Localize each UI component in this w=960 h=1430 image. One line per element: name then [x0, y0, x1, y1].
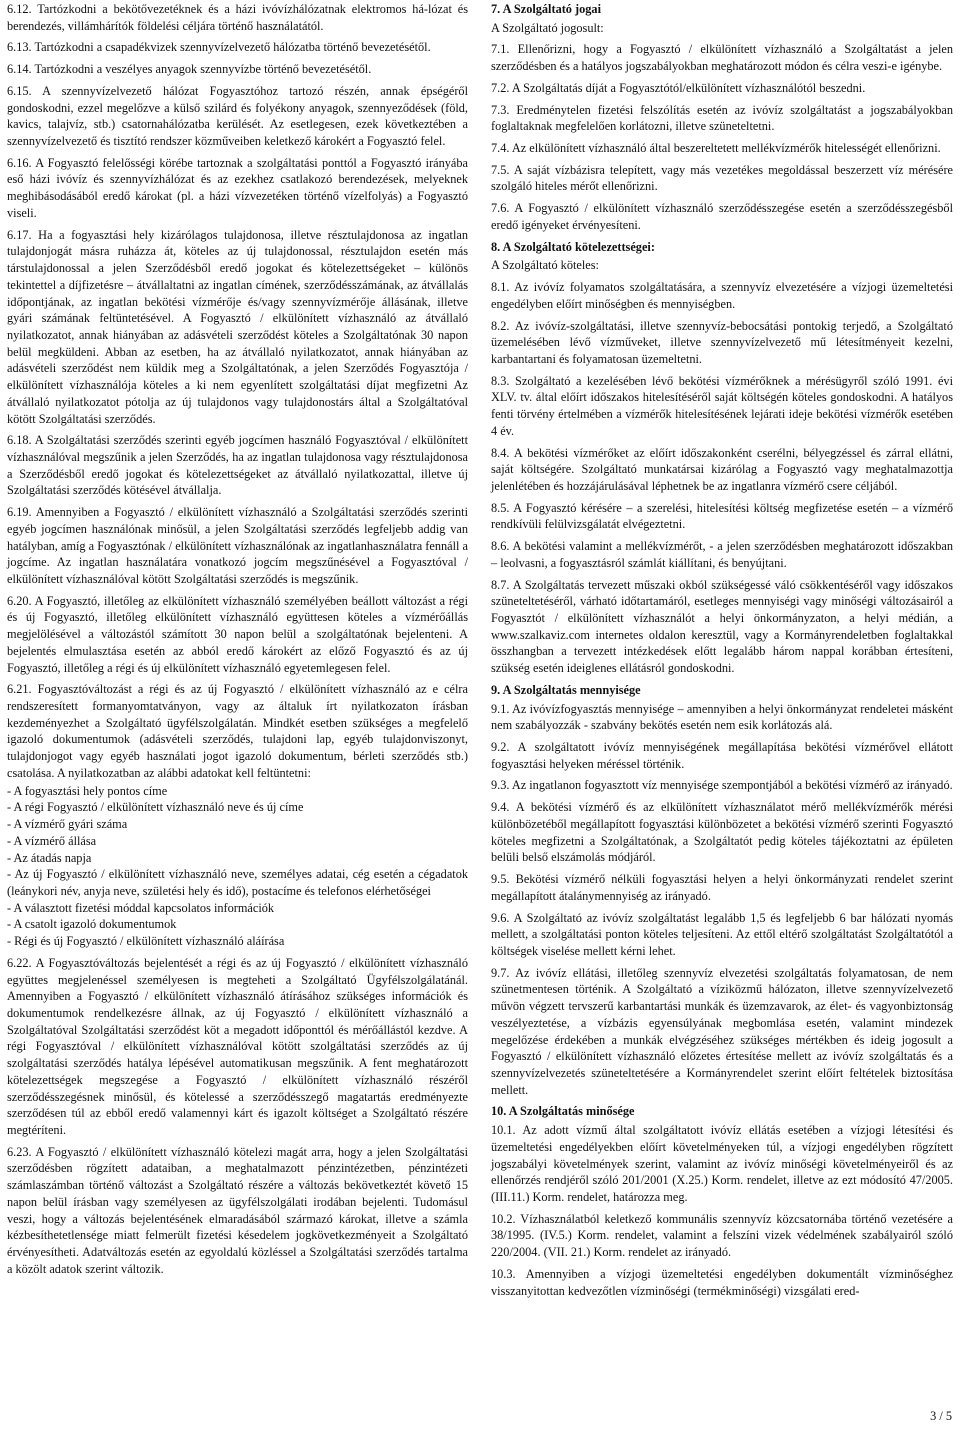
paragraph-10-1: 10.1. Az adott vízmű által szolgáltatott ivóvíz ellátás esetében a vízjogi létesítési és üzemeltetési engedélyekben előírt követelményeken túl, a vízjogi engedélyben rögzített jogszabályi követelmények szerint, valamint az ivóvíz minőségi követelményeiről és az ellenőrzés rendjéről szóló 201/2001 (X.25.) Korm. rendelet, illetve az ezt módosító 47/2005.(III.11.) Korm. rendelet, határozza meg. [491, 1123, 953, 1204]
paragraph-9-4: 9.4. A bekötési vízmérő és az elkülönített vízhasználatot mérő mellékvízmérők mérési különbözetéből megállapított fogyasztási különbözetet a bekötési vízmérő szerinti Fogyasztó köteles megfizetni a Szolgáltatónak, a Szolgáltatót pedig köteles tájékoztatni az épületen belüli belső elszámolás módjáról. [491, 800, 953, 865]
paragraph-9-1: 9.1. Az ivóvízfogyasztás mennyisége – amennyiben a helyi önkormányzat rendeletei másként nem szabályozzák - szabvány bekötés esetén nem esik korlátozás alá. [491, 701, 953, 733]
list-item: - A vízmérő gyári száma [7, 817, 128, 832]
section-title-10: 10. A Szolgáltatás minősége [491, 1104, 635, 1119]
paragraph-8-5: 8.5. A Fogyasztó kérésére – a szerelési, hitelesítési költség megfizetése esetén – a vízmérő rendkívüli felülvizsgálatát elvégeztetni. [491, 500, 953, 532]
paragraph-8-7: 8.7. A Szolgáltatás tervezett műszaki okból szükségessé váló csökkentéséről vagy időszakos szüneteltetéséről, várható időtartamáról, esetleges mennyiségi vagy minőségi változásairól a Fogyasztót / elkülönített vízhasználót a helyi önkormányzaton, a helyi médián, a www.szalkaviz.com internetes oldalon keresztül, vagy a Kormányrendeletben foglaltakkal összhangban a tervezett intézkedések előtt legalább három nappal korábban értesíteni, szükség esetén ideiglenes ellátásról gondoskodni. [491, 577, 953, 676]
list-item: - A régi Fogyasztó / elkülönített vízhasználó neve és új címe [7, 800, 304, 815]
paragraph-7-3: 7.3. Eredménytelen fizetési felszólítás esetén az ivóvíz szolgáltatást a jogszabályokban foglaltaknak megfelelően korlátozni, illetve szüneteltetni. [491, 102, 953, 134]
list-item: - A választott fizetési móddal kapcsolatos információk [7, 900, 275, 915]
section-intro-7: A Szolgáltató jogosult: [491, 20, 604, 35]
section-intro-8: A Szolgáltató köteles: [491, 258, 599, 273]
paragraph-6-21: 6.21. Fogyasztóváltozást a régi és az új Fogyasztó / elkülönített vízhasználó az e célra rendszeresített formanyomtatványon, vagy az általuk írt nyilatkozaton írásban kezdeményezhet a Szolgáltató ügyfélszolgálatán. Mindkét esetben szükséges a megfelelő igazoló dokumentumok (adásvételi szerződés, tulajdoni lap, egyéb tulajdonviszonyt, tulajdonjogot vagy egyéb használati jogot igazoló dokumentum, bérleti szerződés stb.) csatolása. A nyilatkozatban az alábbi adatokat kell feltüntetni: [7, 682, 468, 780]
left-column [7, 1, 468, 1282]
paragraph-8-4: 8.4. A bekötési vízmérőket az előírt időszakonként cserélni, bélyegzéssel és zárral ellátni, saját költségére. Szolgáltató munkatársai kizárólag a Fogyasztó vagy meghatalmazottja jelenlétében és hozzájárulásával léphetnek be az ingatlanra vízmérő csere céljából. [491, 445, 953, 493]
paragraph-9-5: 9.5. Bekötési vízmérő nélküli fogyasztási helyen a helyi önkormányzati rendelet szerint megállapított átalánymennyiség az irányadó. [491, 872, 953, 903]
paragraph-7-2: 7.2. A Szolgáltatás díját a Fogyasztótól/elkülönített vízhasználótól beszedni. [491, 80, 866, 95]
paragraph-6-17: 6.17. Ha a fogyasztási hely kizárólagos tulajdonosa, illetve résztulajdonosa az ingatlan tulajdonjogát másra ruházza át, köteles az új tulajdonossal, résztulajdon esetén más társtulajdonossal a jelen Szerződésből eredő jogokat és kötelezettségeket – különös tekintettel a díjfizetésre – átvállaltatni az ingatlan címének, szerződésszámának, az átvállalás időpontjának, az ingatlan bekötési vízmérője és/vagy szennyvízmérője állásának, illetve gyári számának feltüntetésével. A Fogyasztó / elkülönített vízhasználó az átvállaló nyilatkozatot, annak hiányában az adásvételi szerződést köteles a Szolgáltatónak 30 napon belül megküldeni. Abban az esetben, ha az átvállaló nyilatkozatot, annak hiányában az adásvételi szerződést nem küldik meg a Szolgáltatónak, a jelen Szerződés Fogyasztója / elkülönített vízhasználója köteles a ki nem egyenlített szolgáltatási díjat megfizetni Az átvállaló nyilatkozatot pótolja az új tulajdonos vagy tulajdonostárs által a Szolgáltatóval kötött Szolgáltatási szerződés. [7, 227, 468, 426]
paragraph-10-2: 10.2. Vízhasználatból keletkező kommunális szennyvíz közcsatornába történő vezetésére a 38/1995. (IV.5.) Korm. rendelet, valamint a felszíni vizek védelmének szabályairól szóló 220/2004. (VII. 21.) Korm. rendelet az irányadó. [491, 1211, 953, 1260]
required-data-list [7, 783, 468, 950]
paragraph-7-1: 7.1. Ellenőrizni, hogy a Fogyasztó / elkülönített vízhasználó a Szolgáltatást a jelen szerződésben és a hatályos jogszabályokban meghatározott módon és célra veszi-e igénybe. [491, 42, 953, 74]
paragraph-9-7: 9.7. Az ivóvíz ellátási, illetőleg szennyvíz elvezetési szolgáltatás folyamatosan, de nem szünetmentesen történik. A Szolgáltató a víziközmű hálózaton, illetve szennyvízelvezető művön végzett tervszerű karbantartási munkák és üzemzavarok, az élet- és vagyonbiztonság veszélyeztetése, a vízbázis egyensúlyának megbomlása esetén, valamint mindezek megelőzése érdekében a munkák elvégzéséhez szükséges mértékben és ideig jogosult a Fogyasztó / elkülönített vízhasználó előzetes értesítése mellett az ivóvíz szolgáltatás és a szennyvízelvezetés szüneteltetésére a Kormányrendelet szerint előírt feltételek biztosítása mellett. [491, 965, 953, 1097]
paragraph-6-23: 6.23. A Fogyasztó / elkülönített vízhasználó kötelezi magát arra, hogy a jelen Szolgáltatási szerződésben rögzített adataiban, a meghatalmazott pénzintézetben, pénzintézeti számlaszámban történő változást a Szolgáltató részére a változás bekövetkeztét követő 15 napon belül írásban vagy személyesen az ügyfélszolgálati irodában bejelenti. Tudomásul veszi, hogy a változás bejelentésének elmaradásából származó károkat, illetve a számla kézbesíthetetlensége miatt felmerült fizetési késedelem jogkövetkezményeit a Szolgáltató érvényesítheti. Adatváltozás esetén az egyoldalú közléssel a Szolgáltatási szerződés tartalma a közölt adatok szerint változik. [7, 1144, 468, 1276]
list-item: - A csatolt igazoló dokumentumok [7, 917, 177, 932]
paragraph-8-6: 8.6. A bekötési valamint a mellékvízmérőt, - a jelen szerződésben meghatározott időszakban – leolvasni, a fogyasztásról számlát kiállítani, és benyújtani. [491, 539, 953, 570]
paragraph-6-12: 6.12. Tartózkodni a bekötővezetéknek és a házi ivóvízhálózatnak elektromos há-lózat és berendezés, villámhárítók földelési céljára történő használatától. [7, 2, 468, 33]
paragraph-7-6: 7.6. A Fogyasztó / elkülönített vízhasználó szerződésszegése esetén a szerződésszegésből eredő igényeket érvényesíteni. [491, 201, 953, 232]
right-column [491, 1, 953, 1304]
list-item: - A fogyasztási hely pontos címe [7, 783, 168, 798]
section-title-8: 8. A Szolgáltató kötelezettségei: [491, 239, 655, 254]
paragraph-9-2: 9.2. A szolgáltatott ivóvíz mennyiségének megállapítása bekötési vízmérővel ellátott fogyasztási helyeken méréssel történik. [491, 740, 953, 771]
paragraph-7-5: 7.5. A saját vízbázisra telepített, vagy más vezetékes megoldással beszerzett víz mérésére szolgáló hiteles mérőt ellenőrizni. [491, 162, 953, 194]
list-item: - A vízmérő állása [7, 833, 97, 848]
paragraph-9-6: 9.6. A Szolgáltató az ivóvíz szolgáltatást legalább 1,5 és legfeljebb 6 bar hálózati nyomás mellett, a szolgáltatási ponton köteles teljesíteni. Az ettől eltérő szolgáltatást Szolgáltatótól a költségek viselése mellett kérni lehet. [491, 910, 953, 958]
list-item: - Az új Fogyasztó / elkülönített vízhasználó neve, személyes adatai, cég esetén a cégadatok (leánykori név, anyja neve, születési hely és idő), postacíme és telefonos elérhetőségei [7, 867, 468, 898]
paragraph-6-22: 6.22. A Fogyasztóváltozás bejelentését a régi és az új Fogyasztó / elkülönített vízhasználó együttes megjelenéssel személyesen is megteheti a Szolgáltató Ügyfélszolgálatánál. Amennyiben a Fogyasztó / elkülönített vízhasználó átírásához szükséges információk és dokumentumok rendelkezésre állnak, az új Fogyasztó / elkülönített vízhasználó a Szolgáltatóval Szolgáltatási szerződést köt a megadott időponttól és mérőállástól kezdve. A régi Fogyasztóval / elkülönített vízhasználóval kötött szolgáltatási szerződés az új szolgáltatási szerződés hatálya lépésével automatikusan megszűnik. A fent meghatározott kötelezettségek megszegése a Fogyasztó / elkülönített vízhasználó részéről szerződésszegésnek minősül, és kötelessé a szerződésszegő magatartás eredményezte szerződésen túl az ebből eredő valamennyi kárt és igazolt költséget a Szolgáltató részére megtéríteni. [7, 955, 468, 1137]
section-title-7: 7. A Szolgáltató jogai [491, 2, 601, 16]
paragraph-8-1: 8.1. Az ivóvíz folyamatos szolgáltatására, a szennyvíz elvezetésére a vízjogi üzemeltetési engedélyben előírt minőségben és mennyiségben. [491, 280, 953, 311]
paragraph-6-16: 6.16. A Fogyasztó felelősségi körébe tartoznak a szolgáltatási ponttól a Fogyasztó irányába eső házi ivóvíz és szennyvízhálózat és az ezekhez csatlakozó berendezések, melyeknek meghibásodásából eredő károkat (pl. a házi vízvezetéken történő vízelfolyás) a Fogyasztó viseli. [7, 155, 468, 220]
paragraph-6-15: 6.15. A szennyvízelvezető hálózat Fogyasztóhoz tartozó részén, annak épségéről gondoskodni, ezzel megelőzve a külső szilárd és folyékony anyagok, szennyeződések (föld, kavics, talajvíz, stb.) csatornahálózatba kerülését. Az esetlegesen, ezek következtében a szennyvízelvezető és tisztító rendszer közműveiben keletkező károkért a Fogyasztó felel. [7, 83, 468, 149]
paragraph-7-4: 7.4. Az elkülönített vízhasználó által beszereltetett mellékvízmérők hitelességét ellenőrizni. [491, 141, 941, 156]
list-item: - Régi és új Fogyasztó / elkülönített vízhasználó aláírása [7, 934, 285, 949]
paragraph-6-18: 6.18. A Szolgáltatási szerződés szerinti egyéb jogcímen használó Fogyasztóval / elkülönített vízhasználóval megszűnik a jelen Szerződés, ha az ingatlan tulajdonosa vagy résztulajdonosa a Szerződésből eredő jogokat és kötelezettségeket az átvállaló nyilatkozattal, illetve új Szolgáltatási szerződés kötésével átvállalja. [7, 433, 468, 498]
list-item: - Az átadás napja [7, 850, 92, 865]
paragraph-8-2: 8.2. Az ivóvíz-szolgáltatási, illetve szennyvíz-bebocsátási pontokig terjedő, a Szolgáltató üzemelésében lévő vízműveket, illetve szennyvízelvezető mű létesítményeit kezelni, karbantartani és folyamatosan üzemeltetni. [491, 318, 953, 366]
paragraph-10-3: 10.3. Amennyiben a vízjogi üzemeltetési engedélyben dokumentált vízminőséghez visszanyitottan kedvezőtlen vízminőségi (termékminőségi) vizsgálati ered- [491, 1266, 953, 1298]
paragraph-6-19: 6.19. Amennyiben a Fogyasztó / elkülönített vízhasználó a Szolgáltatási szerződés szerinti egyéb jogcímen használónak minősül, a jelen Szolgáltatási szerződés legfeljebb addig van hatályban, amíg a Fogyasztónak / elkülönített vízhasználónak az ingatlanhasználatra fennáll a jogcíme. Az ingatlan használatára vonatkozó jogcím megszűnésével a Fogyasztóval / elkülönített vízhasználóval kötött Szolgáltatási szerződés is megszűnik. [7, 505, 468, 586]
paragraph-6-20: 6.20. A Fogyasztó, illetőleg az elkülönített vízhasználó személyében beállott változást a régi és új Fogyasztó, illetőleg elkülönített vízhasználó együttesen köteles a vízmérőállás megjelölésével a változástól számított 30 napon belül a szolgáltatónak bejelenteni. A bejelentés elmulasztása esetén az abból eredő károkért az előző Fogyasztó és az új Fogyasztó, illetőleg a régi és új elkülönített vízhasználó egyetemlegesen felel. [7, 593, 468, 675]
section-title-9: 9. A Szolgáltatás mennyisége [491, 682, 641, 697]
paragraph-6-13: 6.13. Tartózkodni a csapadékvizek szennyvízelvezető hálózatba történő bevezetésétől. [7, 40, 431, 55]
paragraph-6-14: 6.14. Tartózkodni a veszélyes anyagok szennyvízbe történő bevezetésétől. [7, 62, 372, 77]
page-number: 3 / 5 [930, 1409, 952, 1424]
paragraph-8-3: 8.3. Szolgáltató a kezelésében lévő bekötési vízmérőknek a mérésügyről szóló 1991. évi XLV. tv. által előírt időszakos hitelesítéséről saját költségén köteles gondoskodni. A hatályos fenti törvény értelmében a vízmérők hitelesítésének lejárati ideje bekötési vízmérők esetében 4 év. [491, 373, 953, 438]
paragraph-9-3: 9.3. Az ingatlanon fogyasztott víz mennyisége szempontjából a bekötési vízmérő az irányadó. [491, 778, 953, 793]
